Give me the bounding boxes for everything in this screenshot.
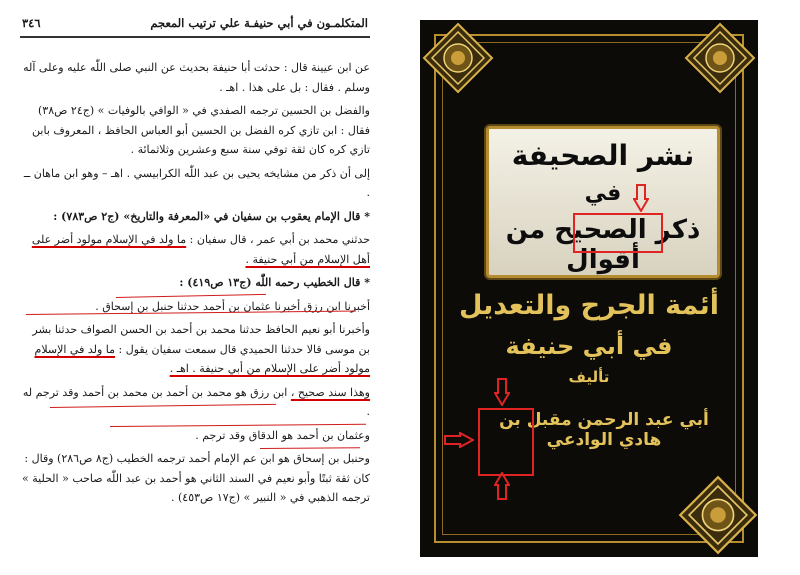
page-number: ٣٤٦ xyxy=(22,16,41,30)
scanned-book-page xyxy=(20,14,370,562)
cover-title-line: ذكر الصحيح من أقوال xyxy=(505,215,701,275)
paragraph: وحنبل بن إسحاق هو ابن عم الإمام أحمد ترجمه الخطيب (ج٨ ص٢٨٦) وقال : كان ثقة ثبتًا وأبو نعيم في السند الثاني هو أحمد بن عبد اللّٰه صاحب « الحلية » ترجمه الذهبي في « النبير » (ج١٧ ص٤٥٣) . xyxy=(22,452,370,504)
header-rule xyxy=(20,36,370,38)
paragraph: عن ابن عيينة قال : حدثت أبا حنيفة بحديث عن النبي صلى اللّٰه عليه وعلى آله وسلم . فقال : بل على هذا . اهـ . xyxy=(23,61,370,94)
running-title: المتكلمـون في أبي حنيفـة علي ترتيب المعجم xyxy=(150,16,368,30)
author-label: تأليف xyxy=(568,368,610,386)
arrow-up-icon xyxy=(494,472,510,500)
paragraph: والفضل بن الحسين ترجمه الصفدي في « الوافي بالوفيات » (ج٢٤ ص٣٨) فقال : ابن تازي كره الفضل بن الحسين أبو العباس الحافظ ، المعروف بابن تازي كره كان ثقة توفي سنة سبع وعشرين وثلاثمائة . xyxy=(32,104,370,156)
highlighted-quote: ما ولد في الإسلام مولود أضر على أهل الإسلام من أبي حنيفة . xyxy=(31,233,370,266)
arrow-down-icon xyxy=(494,378,510,406)
running-head xyxy=(20,14,370,38)
highlight-box xyxy=(478,408,534,476)
quote-paragraph xyxy=(20,230,370,269)
author-name: أبي عبد الرحمن مقبل بن هادي الوادعي xyxy=(499,410,709,450)
section-heading: * قال الإمام يعقوب بن سفيان في «المعرفة والتاريخ» (ج٢ ص٧٨٣) : xyxy=(53,209,370,223)
section-heading: * قال الخطيب رحمه اللّٰه (ج١٣ ص٤١٩) : xyxy=(179,276,370,289)
isnad-paragraph xyxy=(20,320,370,379)
cover-title-line: نشر الصحيفة xyxy=(511,139,695,172)
paragraph: وعثمان بن أحمد هو الدقاق وقد ترجم . xyxy=(195,428,370,442)
arrow-right-icon xyxy=(444,432,474,448)
highlighted-quote: ما ولد في الإسلام مولود أضر على الإسلام من أبي حنيفة . اهـ . xyxy=(34,342,370,375)
ornament-medallion-icon xyxy=(422,22,494,94)
cover-subtitle: أئمة الجرح والتعديل xyxy=(458,290,720,321)
highlighted-sanad: وهذا سند صحيح ، xyxy=(290,385,370,399)
highlight-box xyxy=(573,213,663,253)
page-body xyxy=(20,58,370,512)
title-cartouche xyxy=(486,126,720,278)
ornament-medallion-icon xyxy=(678,475,758,555)
paragraph: إلى أن ذكر من مشايخه يحيى بن عبد اللّٰه الكرابيسي . اهـ – وهو ابن ماهان ــ . xyxy=(23,166,370,199)
sanad-note xyxy=(20,383,370,422)
isnad-line: أخبرنا ابن رزق أخبرنا عثمان بن أحمد حدثنا حنبل بن إسحاق . xyxy=(95,299,370,313)
sanad-note-rest: ابن رزق هو محمد بن أحمد بن محمد بن أحمد وقد ترجم له . xyxy=(22,385,370,418)
book-cover xyxy=(420,20,758,557)
cover-subtitle: في أبي حنيفة xyxy=(505,332,673,360)
quote-prefix: حدثني محمد بن أبي عمر ، قال سفيان : xyxy=(186,233,370,246)
isnad-text: وأخبرنا أبو نعيم الحافظ حدثنا محمد بن أحمد بن الحسن الصواف حدثنا بشر بن موسى قالا حدثنا الحميدي قال سمعت سفيان يقول : xyxy=(32,323,370,356)
ornament-medallion-icon xyxy=(684,22,756,94)
arrow-down-icon xyxy=(633,184,649,212)
cover-title-line: في xyxy=(584,181,622,206)
